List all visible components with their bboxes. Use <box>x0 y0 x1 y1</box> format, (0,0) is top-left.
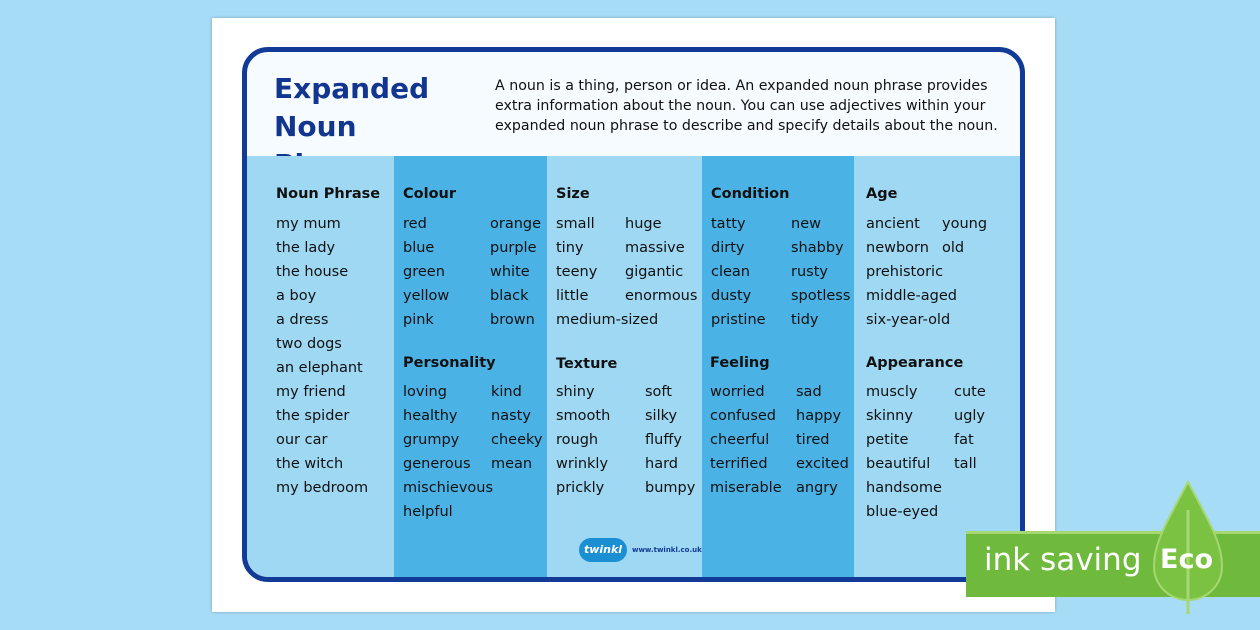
twinkl-logo: twinkl <box>579 538 627 562</box>
word-personality: cheeky <box>491 432 543 448</box>
word-personality: mean <box>491 456 533 472</box>
word-feeling: worried <box>710 384 765 400</box>
heading-noun-phrase: Noun Phrase <box>276 186 381 202</box>
word-age: six-year-old <box>866 312 951 328</box>
word-colour: pink <box>403 312 434 328</box>
word-personality: nasty <box>491 408 531 424</box>
word-personality: loving <box>403 384 447 400</box>
word-colour: white <box>490 264 530 280</box>
word-age: ancient <box>866 216 920 232</box>
word-noun-phrase: two dogs <box>276 336 342 352</box>
heading-feeling: Feeling <box>710 355 770 371</box>
twinkl-url: www.twinkl.co.uk <box>632 546 702 554</box>
word-colour: orange <box>490 216 542 232</box>
heading-size: Size <box>556 186 590 202</box>
heading-colour: Colour <box>403 186 457 202</box>
word-feeling: tired <box>796 432 830 448</box>
word-noun-phrase: a boy <box>276 288 317 304</box>
word-appearance: cute <box>954 384 986 400</box>
word-appearance: fat <box>954 432 974 448</box>
title-line-2: Noun <box>274 110 357 143</box>
word-appearance: beautiful <box>866 456 931 472</box>
word-condition: clean <box>711 264 750 280</box>
word-size: teeny <box>556 264 598 280</box>
word-feeling: angry <box>796 480 838 496</box>
word-condition: dirty <box>711 240 745 256</box>
word-texture: prickly <box>556 480 605 496</box>
word-colour: purple <box>490 240 537 256</box>
word-size: gigantic <box>625 264 684 280</box>
word-feeling: cheerful <box>710 432 770 448</box>
word-appearance: tall <box>954 456 977 472</box>
ink-saving-label: ink saving <box>984 542 1142 578</box>
word-size: tiny <box>556 240 584 256</box>
word-appearance: muscly <box>866 384 918 400</box>
word-texture: wrinkly <box>556 456 609 472</box>
word-colour: blue <box>403 240 435 256</box>
heading-age: Age <box>866 186 898 202</box>
word-colour: black <box>490 288 529 304</box>
word-feeling: happy <box>796 408 842 424</box>
word-condition: new <box>791 216 821 232</box>
word-texture: smooth <box>556 408 611 424</box>
heading-personality: Personality <box>403 355 496 371</box>
word-noun-phrase: the spider <box>276 408 350 424</box>
word-condition: spotless <box>791 288 851 304</box>
heading-condition: Condition <box>711 186 790 202</box>
word-appearance: ugly <box>954 408 986 424</box>
word-condition: tidy <box>791 312 819 328</box>
word-age: middle-aged <box>866 288 957 304</box>
word-size: huge <box>625 216 662 232</box>
word-texture: bumpy <box>645 480 696 496</box>
eco-label: Eco <box>1160 544 1213 575</box>
heading-appearance: Appearance <box>866 355 964 371</box>
word-feeling: sad <box>796 384 822 400</box>
word-noun-phrase: our car <box>276 432 328 448</box>
word-feeling: terrified <box>710 456 768 472</box>
word-appearance: handsome <box>866 480 942 496</box>
word-texture: fluffy <box>645 432 682 448</box>
word-personality: kind <box>491 384 522 400</box>
word-personality: mischievous <box>403 480 494 496</box>
word-noun-phrase: an elephant <box>276 360 363 376</box>
word-condition: shabby <box>791 240 844 256</box>
intro-text: A noun is a thing, person or idea. An expanded noun phrase provides extra information about the noun. You can use adjectives within your expanded noun phrase to describe and specify details about the noun. <box>495 78 998 134</box>
word-personality: generous <box>403 456 471 472</box>
word-noun-phrase: my bedroom <box>276 480 369 496</box>
word-personality: grumpy <box>403 432 460 448</box>
word-noun-phrase: my mum <box>276 216 341 232</box>
word-age: young <box>942 216 988 232</box>
word-texture: rough <box>556 432 599 448</box>
word-size: little <box>556 288 589 304</box>
word-condition: rusty <box>791 264 828 280</box>
word-size: medium-sized <box>556 312 659 328</box>
word-noun-phrase: the house <box>276 264 349 280</box>
word-texture: hard <box>645 456 678 472</box>
word-appearance: skinny <box>866 408 913 424</box>
title-line-1: Expanded <box>274 72 430 105</box>
word-personality: healthy <box>403 408 458 424</box>
word-age: old <box>942 240 965 256</box>
word-texture: shiny <box>556 384 595 400</box>
word-age: prehistoric <box>866 264 944 280</box>
word-size: massive <box>625 240 685 256</box>
word-condition: pristine <box>711 312 766 328</box>
word-feeling: miserable <box>710 480 782 496</box>
word-texture: silky <box>645 408 678 424</box>
word-condition: tatty <box>711 216 746 232</box>
word-colour: red <box>403 216 427 232</box>
word-condition: dusty <box>711 288 752 304</box>
word-noun-phrase: the witch <box>276 456 344 472</box>
word-colour: brown <box>490 312 535 328</box>
word-texture: soft <box>645 384 672 400</box>
word-colour: yellow <box>403 288 450 304</box>
word-size: enormous <box>625 288 698 304</box>
word-feeling: confused <box>710 408 777 424</box>
word-size: small <box>556 216 595 232</box>
word-appearance: petite <box>866 432 909 448</box>
word-noun-phrase: a dress <box>276 312 329 328</box>
word-noun-phrase: my friend <box>276 384 346 400</box>
word-colour: green <box>403 264 445 280</box>
word-appearance: blue-eyed <box>866 504 939 520</box>
word-age: newborn <box>866 240 929 256</box>
word-noun-phrase: the lady <box>276 240 336 256</box>
heading-texture: Texture <box>556 356 618 372</box>
word-personality: helpful <box>403 504 453 520</box>
word-feeling: excited <box>796 456 849 472</box>
